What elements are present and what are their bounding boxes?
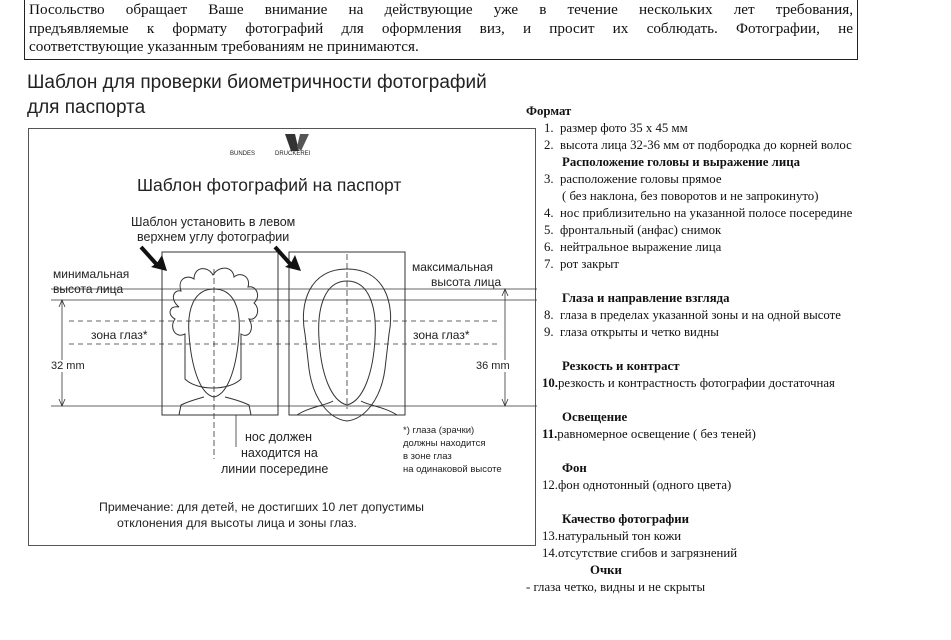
eye-zone-label-left: зона глаз* — [91, 328, 148, 342]
logo-text-right: DRUCKEREI — [275, 151, 311, 157]
list-item: 3. расположение головы прямое — [544, 172, 722, 186]
measure-left-label: 32 mm — [51, 360, 85, 372]
list-item: 5. фронтальный (анфас) снимок — [544, 223, 722, 237]
main-title-line-1: Шаблон для проверки биометричности фотографий — [27, 72, 487, 93]
notice-line-1: Посольство обращает Ваше внимание на действующие уже в течение нескольких лет требования, — [29, 1, 853, 18]
template-title: Шаблон фотографий на паспорт — [137, 175, 402, 195]
section-eyes-title: Глаза и направление взгляда — [562, 291, 730, 305]
instruction-line-1: Шаблон установить в левом — [131, 215, 296, 229]
logo-text-left: BUNDES — [230, 151, 256, 157]
footnote-line-1: *) глаза (зрачки) — [403, 425, 475, 436]
list-item: 8. глаза в пределах указанной зоны и на одной высоте — [544, 308, 841, 322]
measure-right-label: 36 mm — [476, 360, 510, 372]
max-height-line-2: высота лица — [431, 275, 502, 289]
section-quality-title: Качество фотографии — [562, 512, 689, 526]
section-head-title: Расположение головы и выражение лица — [562, 155, 800, 169]
section-lighting-title: Освещение — [562, 410, 628, 424]
list-item: 14.отсутствие сгибов и загрязнений — [542, 546, 738, 560]
section-glasses-title: Очки — [590, 563, 622, 577]
footnote-line-2: должны находится — [403, 438, 486, 449]
embassy-notice — [24, 0, 858, 60]
notice-line-3: соответствующие указанным требованиям не принимаются. — [29, 38, 419, 55]
section-background-title: Фон — [562, 461, 587, 475]
list-item: ( без наклона, без поворотов и не запрокинуто) — [562, 189, 819, 203]
main-title-line-2: для паспорта — [27, 97, 146, 118]
note-line-2: отклонения для высоты лица и зоны глаз. — [117, 516, 357, 530]
nose-line-2: находится на — [241, 446, 318, 460]
bundesdruckerei-logo-icon — [285, 134, 309, 151]
list-item: 4. нос приблизительно на указанной полосе посередине — [544, 206, 853, 220]
list-item: 1. размер фото 35 х 45 мм — [544, 121, 688, 135]
footnote-line-4: на одинаковой высоте — [403, 464, 502, 475]
footnote-line-3: в зоне глаз — [403, 451, 452, 462]
list-item: 6. нейтральное выражение лица — [544, 240, 722, 254]
nose-line-3: линии посередине — [221, 462, 329, 476]
photo-template-figure — [28, 128, 536, 546]
min-height-line-1: минимальная — [53, 267, 130, 281]
list-item: 12.фон однотонный (одного цвета) — [542, 478, 732, 492]
section-sharpness-title: Резкость и контраст — [562, 359, 680, 373]
list-item: 11.равномерное освещение ( без теней) — [542, 427, 756, 441]
max-height-line-1: максимальная — [412, 260, 493, 274]
list-item: 10.резкость и контрастность фотографии достаточная — [542, 376, 835, 390]
list-item: 9. глаза открыты и четко видны — [544, 325, 719, 339]
list-item: 13.натуральный тон кожи — [542, 529, 682, 543]
list-item: - глаза четко, видны и не скрыты — [526, 580, 706, 594]
main-title — [27, 70, 487, 120]
notice-line-2: предъявляемые к формату фотографий для оформления виз, и просит их соблюдать. Фотографии, не — [29, 19, 853, 37]
list-item: 7. рот закрыт — [544, 257, 619, 271]
instruction-line-2: верхнем углу фотографии — [137, 230, 290, 244]
section-format-title: Формат — [526, 104, 572, 118]
eye-zone-label-right: зона глаз* — [413, 328, 470, 342]
min-height-line-2: высота лица — [53, 282, 124, 296]
note-line-1: Примечание: для детей, не достигших 10 лет допустимы — [99, 500, 424, 514]
nose-line-1: нос должен — [245, 430, 313, 444]
list-item: 2. высота лица 32-36 мм от подбородка до корней волос — [544, 138, 852, 152]
